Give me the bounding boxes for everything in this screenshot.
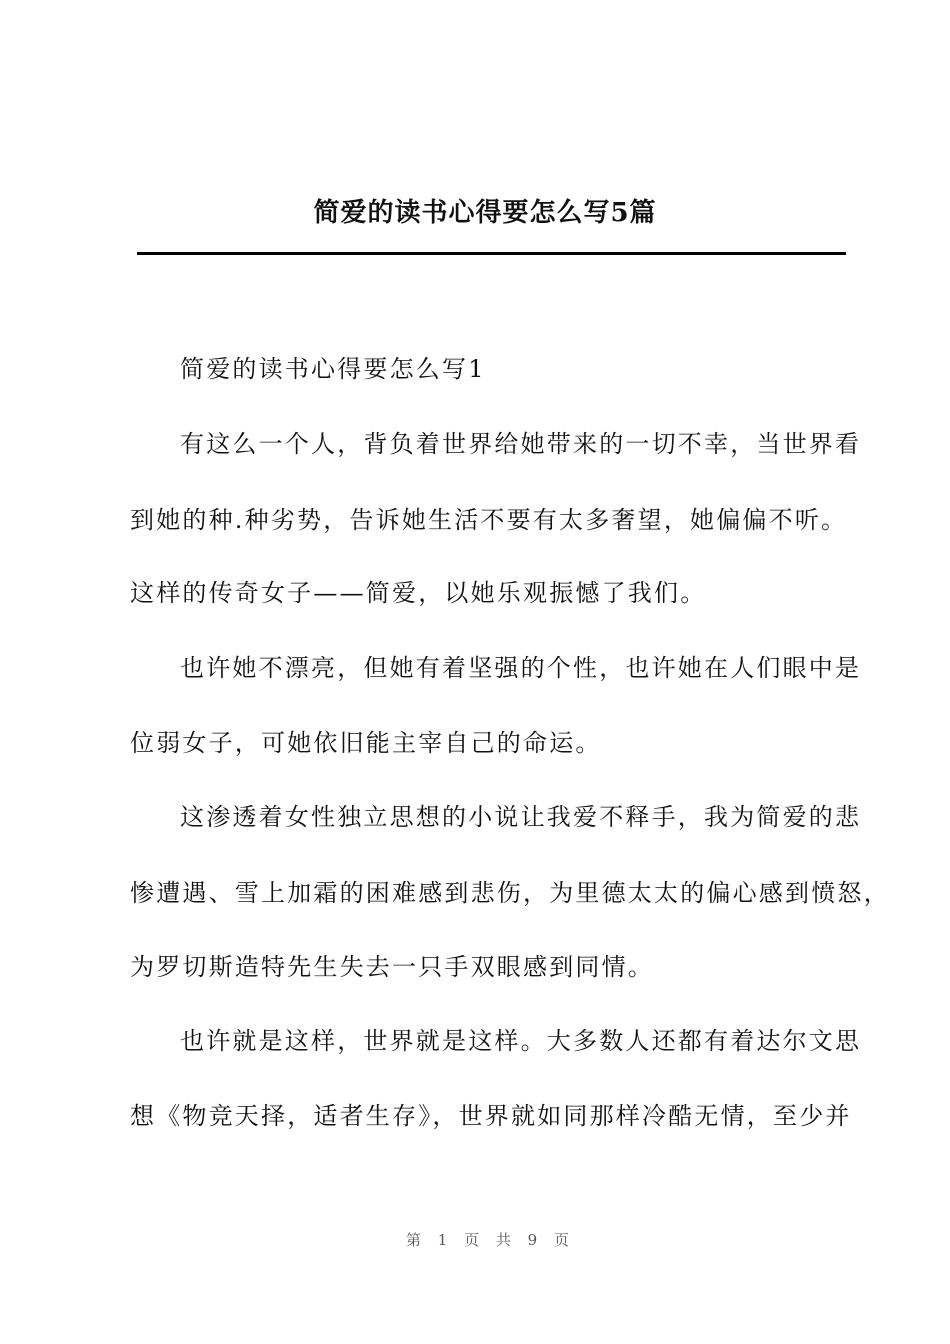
title-underline (137, 252, 846, 255)
paragraph-line: 也许她不漂亮，但她有着坚强的个性，也许她在人们眼中是 (180, 654, 862, 682)
document-title: 简爱的读书心得要怎么写5篇 (313, 198, 657, 228)
paragraph-line: 有这么一个人，背负着世界给她带来的一切不幸，当世界看 (180, 430, 862, 458)
section-heading: 简爱的读书心得要怎么写1 (180, 355, 486, 383)
paragraph-line: 这渗透着女性独立思想的小说让我爱不释手，我为简爱的悲 (180, 803, 862, 831)
paragraph-line: 想《物竞天择，适者生存》，世界就如同那样冷酷无情，至少并 (130, 1102, 852, 1130)
paragraph-line: 也许就是这样，世界就是这样。大多数人还都有着达尔文思 (180, 1027, 862, 1055)
paragraph-line: 位弱女子，可她依旧能主宰自己的命运。 (130, 729, 602, 757)
paragraph-line: 惨遭遇、雪上加霜的困难感到悲伤，为里德太太的偏心感到愤怒， (130, 879, 890, 907)
paragraph-line: 这样的传奇女子——简爱，以她乐观振憾了我们。 (130, 579, 707, 607)
paragraph-line: 为罗切斯造特先生失去一只手双眼感到同情。 (130, 953, 654, 981)
paragraph-line: 到她的种.种劣势，告诉她生活不要有太多奢望，她偏偏不听。 (130, 506, 848, 534)
page-number-footer: 第 1 页 共 9 页 (406, 1231, 570, 1249)
